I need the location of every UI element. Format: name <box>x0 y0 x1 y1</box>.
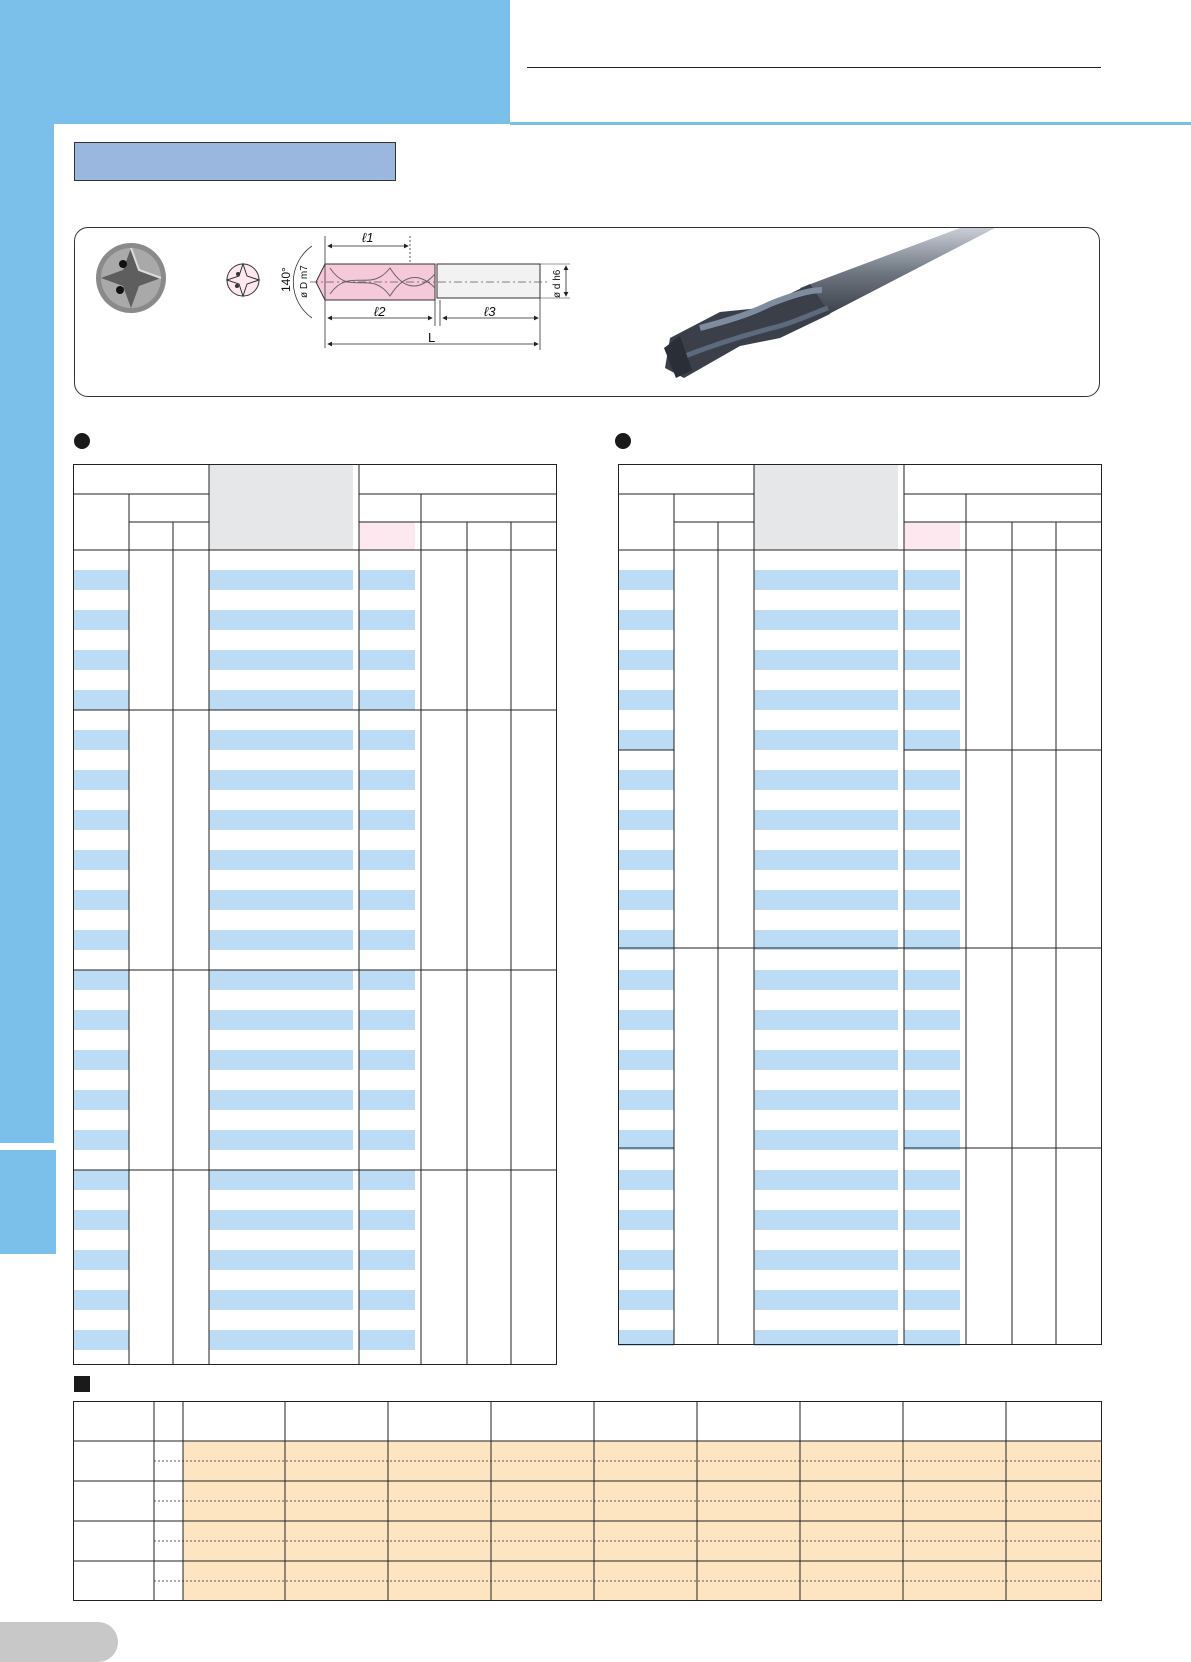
table-row-shade <box>754 1330 898 1346</box>
top-color-band <box>0 0 510 124</box>
table-row-shade <box>73 1050 129 1070</box>
table-row-shade <box>209 570 353 590</box>
table-row-shade <box>359 570 415 590</box>
table-row-shade <box>618 650 674 670</box>
page-number-tab <box>0 1622 118 1662</box>
table-row-shade <box>359 1050 415 1070</box>
table-row-shade <box>904 970 960 990</box>
table-row-shade <box>359 650 415 670</box>
drill-product-photo <box>640 228 1100 396</box>
left-table-bullet <box>74 433 90 449</box>
table-row-shade <box>359 690 415 710</box>
table-row-shade <box>904 570 960 590</box>
section-label-box <box>74 142 396 181</box>
table-row-shade <box>618 1290 674 1310</box>
table-row-shade <box>754 890 898 910</box>
table-row-shade <box>904 810 960 830</box>
table-row-shade <box>73 890 129 910</box>
table-row-shade <box>359 850 415 870</box>
table-row-shade <box>618 1010 674 1030</box>
table-row-shade <box>754 810 898 830</box>
table-row-shade <box>754 970 898 990</box>
table-row-shade <box>754 1090 898 1110</box>
table-row-shade <box>73 1170 129 1190</box>
left-table-rows <box>73 570 415 1350</box>
table-row-shade <box>904 1170 960 1190</box>
table-row-shade <box>754 650 898 670</box>
table-row-shade <box>618 1090 674 1110</box>
table-row-shade <box>754 1130 898 1150</box>
table-row-shade <box>754 610 898 630</box>
cutting-conditions-table <box>73 1401 1102 1602</box>
table-row-shade <box>73 1210 129 1230</box>
table-row-shade <box>618 730 674 750</box>
table-row-shade <box>73 810 129 830</box>
angle-label: 140° <box>279 267 293 292</box>
table-row-shade <box>209 770 353 790</box>
table-row-shade <box>904 690 960 710</box>
table-row-shade <box>359 770 415 790</box>
table-row-shade <box>73 1250 129 1270</box>
table-row-shade <box>209 1290 353 1310</box>
table-row-shade <box>904 1210 960 1230</box>
table-row-shade <box>754 930 898 950</box>
table-row-shade <box>209 1130 353 1150</box>
left-spec-table <box>73 464 557 1366</box>
l3-label: ℓ3 <box>484 304 496 319</box>
diameter-label: ø D m7 <box>299 265 310 298</box>
table-row-shade <box>618 570 674 590</box>
table-row-shade <box>209 810 353 830</box>
table-row-shade <box>618 1130 674 1150</box>
table-row-shade <box>904 1330 960 1346</box>
table-row-shade <box>904 610 960 630</box>
table-row-shade <box>73 610 129 630</box>
title-underline <box>527 67 1101 68</box>
table-row-shade <box>209 850 353 870</box>
table-row-shade <box>618 1210 674 1230</box>
left-table-header-grey <box>209 464 353 550</box>
table-row-shade <box>754 1210 898 1230</box>
table-row-shade <box>904 850 960 870</box>
table-row-shade <box>73 930 129 950</box>
table-row-shade <box>618 890 674 910</box>
table-row-shade <box>904 890 960 910</box>
table-row-shade <box>73 1130 129 1150</box>
table-row-shade <box>359 1250 415 1270</box>
right-table-header-grey <box>754 464 898 550</box>
table-row-shade <box>904 730 960 750</box>
table-row-shade <box>209 1210 353 1230</box>
table-row-shade <box>209 890 353 910</box>
table-row-shade <box>904 1010 960 1030</box>
l2-label: ℓ2 <box>374 304 386 319</box>
right-table-rows <box>618 570 960 1346</box>
table-row-shade <box>73 770 129 790</box>
product-diagram-box <box>74 227 1100 397</box>
table-row-shade <box>359 730 415 750</box>
table-row-shade <box>359 810 415 830</box>
left-table-header-pink <box>359 522 415 550</box>
table-row-shade <box>618 690 674 710</box>
table-row-shade <box>754 1250 898 1270</box>
table-row-shade <box>359 1210 415 1230</box>
table-row-shade <box>73 650 129 670</box>
table-row-shade <box>618 970 674 990</box>
table-row-shade <box>73 1010 129 1030</box>
table-row-shade <box>904 1130 960 1150</box>
table-row-shade <box>359 970 415 990</box>
table-row-shade <box>73 1330 129 1350</box>
left-index-tab <box>0 1150 56 1254</box>
table-row-shade <box>73 730 129 750</box>
table-row-shade <box>73 570 129 590</box>
table-row-shade <box>359 1090 415 1110</box>
table-row-shade <box>618 770 674 790</box>
right-table-bullet <box>615 433 631 449</box>
drill-end-view-icon <box>223 260 263 300</box>
table-row-shade <box>359 1130 415 1150</box>
right-spec-table <box>618 464 1102 1346</box>
table-row-shade <box>618 610 674 630</box>
table-row-shade <box>73 850 129 870</box>
table-row-shade <box>209 1090 353 1110</box>
table-row-shade <box>754 730 898 750</box>
table-row-shade <box>904 1250 960 1270</box>
table-row-shade <box>618 810 674 830</box>
table-row-shade <box>209 650 353 670</box>
table-row-shade <box>209 1250 353 1270</box>
left-color-band <box>0 0 54 1143</box>
table-row-shade <box>754 770 898 790</box>
table-row-shade <box>73 970 129 990</box>
table-row-shade <box>904 1290 960 1310</box>
table-row-shade <box>209 930 353 950</box>
table-row-shade <box>618 930 674 950</box>
table-row-shade <box>209 1010 353 1030</box>
shank-diameter-label: ø d h6 <box>552 269 563 298</box>
table-row-shade <box>359 1290 415 1310</box>
table-row-shade <box>904 650 960 670</box>
table-row-shade <box>754 570 898 590</box>
table-row-shade <box>618 1330 674 1346</box>
table-row-shade <box>209 1050 353 1070</box>
right-table-header-pink <box>904 522 960 550</box>
table-row-shade <box>359 1010 415 1030</box>
l1-label: ℓ1 <box>362 230 374 245</box>
table-row-shade <box>754 850 898 870</box>
table-row-shade <box>754 1170 898 1190</box>
table-row-shade <box>904 770 960 790</box>
table-row-shade <box>618 1050 674 1070</box>
table-row-shade <box>618 1170 674 1190</box>
table-row-shade <box>209 970 353 990</box>
table-row-shade <box>904 930 960 950</box>
length-label: L <box>428 330 436 345</box>
table-row-shade <box>904 1090 960 1110</box>
table-row-shade <box>754 1010 898 1030</box>
table-row-shade <box>73 690 129 710</box>
drill-dimension-drawing <box>270 228 690 396</box>
table-row-shade <box>209 1330 353 1350</box>
drill-tip-photo <box>93 240 169 316</box>
table-row-shade <box>754 690 898 710</box>
table-row-shade <box>618 850 674 870</box>
table-row-shade <box>754 1290 898 1310</box>
table-row-shade <box>618 1250 674 1270</box>
table-row-shade <box>359 930 415 950</box>
table-row-shade <box>359 610 415 630</box>
top-rule <box>510 122 1191 125</box>
table-row-shade <box>904 1050 960 1070</box>
cutting-conditions-marker <box>74 1376 90 1392</box>
table-row-shade <box>73 1290 129 1310</box>
table-row-shade <box>754 1050 898 1070</box>
table-row-shade <box>209 1170 353 1190</box>
table-row-shade <box>209 730 353 750</box>
table-row-shade <box>209 610 353 630</box>
table-row-shade <box>359 1170 415 1190</box>
table-row-shade <box>359 890 415 910</box>
table-row-shade <box>359 1330 415 1350</box>
table-row-shade <box>209 690 353 710</box>
table-row-shade <box>73 1090 129 1110</box>
